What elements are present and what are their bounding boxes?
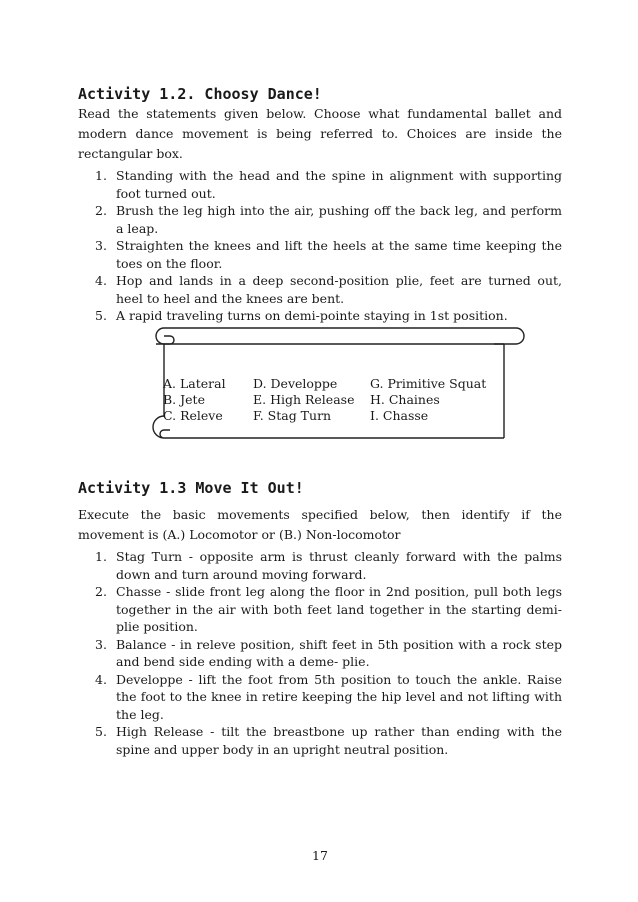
choices-column-3 bbox=[370, 376, 500, 424]
list-item: 2. Chasse - slide front leg along the floor in 2nd position, pull both legs together in the air with both feet land together in the starting demi-plie position. bbox=[95, 584, 562, 634]
choice-a: A. Lateral bbox=[163, 376, 226, 391]
choice-d: D. Developpe bbox=[253, 376, 338, 391]
document-page bbox=[78, 0, 562, 902]
choice-h: H. Chaines bbox=[370, 392, 440, 407]
list-item: 2. Brush the leg high into the air, pushing off the back leg, and perform a leap. bbox=[95, 203, 562, 236]
choice-e: E. High Release bbox=[253, 392, 355, 407]
choice-i: I. Chasse bbox=[370, 408, 429, 423]
activity-1-2-heading: Activity 1.2. Choosy Dance! bbox=[78, 85, 322, 103]
choices-column-2 bbox=[253, 376, 370, 424]
page-number: 17 bbox=[312, 848, 328, 863]
activity-1-3-intro: Execute the basic movements specified below, then identify if the movement is (A.) Locomotor or (B.) Non-locomotor bbox=[78, 507, 562, 542]
list-item: 4. Developpe - lift the foot from 5th position to touch the ankle. Raise the foot to the knee in retire keeping the hip level and not lifting with the leg. bbox=[95, 671, 562, 722]
choice-f: F. Stag Turn bbox=[253, 408, 332, 423]
list-item: 3. Straighten the knees and lift the heels at the same time keeping the toes on the floor. bbox=[95, 238, 562, 271]
list-item: 3. Balance - in releve position, shift feet in 5th position with a rock step and bend side ending with a deme- plie. bbox=[95, 636, 562, 669]
choice-b: B. Jete bbox=[163, 392, 205, 407]
activity-1-2-intro: Read the statements given below. Choose what fundamental ballet and modern dance movement is being referred to. Choices are inside the rectangular box. bbox=[78, 106, 562, 161]
activity-1-3-heading: Activity 1.3 Move It Out! bbox=[78, 479, 304, 497]
choices-grid bbox=[163, 376, 500, 424]
activity-1-3-list bbox=[78, 548, 562, 758]
choices-column-1 bbox=[163, 376, 253, 424]
choice-c: C. Releve bbox=[163, 408, 223, 423]
list-item: 5. A rapid traveling turns on demi-pointe staying in 1st position. bbox=[95, 308, 508, 323]
list-item: 1. Standing with the head and the spine in alignment with supporting foot turned out. bbox=[95, 168, 562, 201]
list-item: 4. Hop and lands in a deep second-position plie, feet are turned out, heel to heel and the knees are bent. bbox=[95, 273, 562, 306]
activity-1-2-list bbox=[78, 167, 562, 325]
list-item: 1. Stag Turn - opposite arm is thrust cleanly forward with the palms down and turn around moving forward. bbox=[95, 549, 562, 582]
choices-scroll-box bbox=[134, 322, 526, 440]
list-item: 5. High Release - tilt the breastbone up rather than ending with the spine and upper body in an upright neutral position. bbox=[95, 724, 562, 757]
choice-g: G. Primitive Squat bbox=[370, 376, 487, 391]
